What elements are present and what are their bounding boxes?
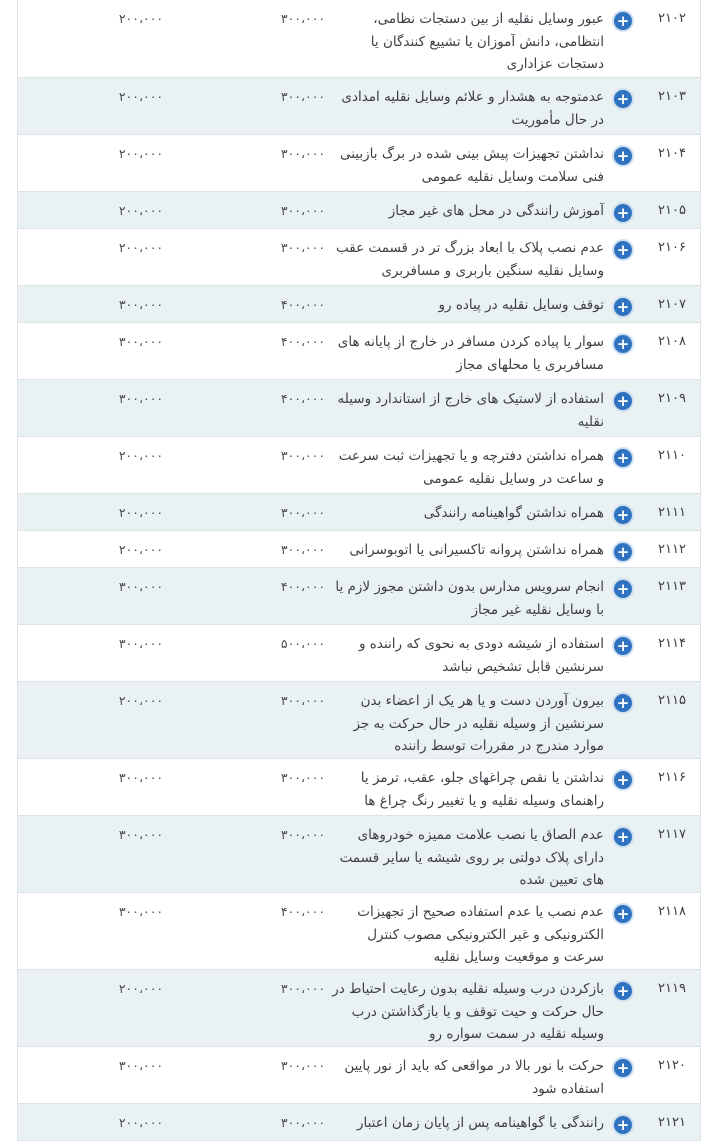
violation-code: ۲۱۰۲: [658, 11, 686, 26]
fine-amount-max: ۳۰۰،۰۰۰: [280, 542, 326, 557]
violation-description: همراه نداشتن دفترچه و یا تجهیزات ثبت سرعت و ساعت در وسایل نقلیه عمومی: [338, 448, 604, 487]
violation-description: توقف وسایل نقلیه در پیاده رو: [438, 297, 604, 313]
fine-amount-min: ۳۰۰،۰۰۰: [118, 770, 164, 785]
table-row: [18, 229, 700, 286]
fine-amount-max: ۳۰۰،۰۰۰: [280, 146, 326, 161]
table-row: [18, 78, 700, 135]
violation-code: ۲۱۱۰: [658, 448, 686, 463]
violation-description: عدم نصب پلاک با ابعاد بزرگ تر در قسمت عقب وسایل نقلیه سنگین باربری و مسافربری: [336, 240, 604, 279]
fine-amount-min: ۲۰۰،۰۰۰: [118, 146, 164, 161]
expand-plus-icon[interactable]: +: [612, 769, 634, 791]
fine-amount-max: ۳۰۰،۰۰۰: [280, 1058, 326, 1073]
violation-description: عبور وسایل نقلیه از بین دستجات نظامی، انتظامی، دانش آموزان یا تشییع کنندگان یا دستجات عزاداری: [370, 11, 604, 72]
violation-code: ۲۱۱۵: [658, 693, 686, 708]
violation-description: عدم نصب یا عدم استفاده صحیح از تجهیزات الکترونیکی و غیر الکترونیکی مصوب کنترل سرعت و موقعیت وسایل نقلیه: [357, 904, 604, 965]
violation-code: ۲۱۰۶: [658, 240, 686, 255]
expand-plus-icon[interactable]: +: [612, 980, 634, 1002]
fine-amount-max: ۳۰۰،۰۰۰: [280, 11, 326, 26]
fine-amount-min: ۳۰۰،۰۰۰: [118, 334, 164, 349]
expand-plus-icon[interactable]: +: [612, 826, 634, 848]
table-row: [18, 192, 700, 229]
fine-amount-min: ۳۰۰،۰۰۰: [118, 904, 164, 919]
table-row: [18, 531, 700, 568]
table-row: [18, 286, 700, 323]
expand-plus-icon[interactable]: +: [612, 635, 634, 657]
table-row: [18, 1104, 700, 1141]
fine-amount-max: ۴۰۰،۰۰۰: [280, 297, 326, 312]
expand-plus-icon[interactable]: +: [612, 10, 634, 32]
expand-plus-icon[interactable]: +: [612, 541, 634, 563]
fine-amount-min: ۳۰۰،۰۰۰: [118, 579, 164, 594]
table-row: [18, 682, 700, 759]
expand-plus-icon[interactable]: +: [612, 333, 634, 355]
violation-description: حرکت با نور بالا در مواقعی که باید از نور پایین استفاده شود: [344, 1058, 604, 1097]
expand-plus-icon[interactable]: +: [612, 903, 634, 925]
fine-amount-min: ۲۰۰،۰۰۰: [118, 203, 164, 218]
expand-plus-icon[interactable]: +: [612, 578, 634, 600]
expand-plus-icon[interactable]: +: [612, 504, 634, 526]
violation-code: ۲۱۱۸: [658, 904, 686, 919]
table-row: [18, 437, 700, 494]
violation-description: رانندگی با گواهینامه پس از پایان زمان اعتبار: [356, 1115, 604, 1131]
violation-code: ۲۱۰۴: [658, 146, 686, 161]
table-row: [18, 494, 700, 531]
expand-plus-icon[interactable]: +: [612, 88, 634, 110]
table-row: [18, 625, 700, 682]
violation-code: ۲۱۱۹: [658, 981, 686, 996]
expand-plus-icon[interactable]: +: [612, 296, 634, 318]
fine-amount-min: ۲۰۰،۰۰۰: [118, 542, 164, 557]
violation-description: انجام سرویس مدارس بدون داشتن مجوز لازم یا با وسایل نقلیه غیر مجاز: [335, 579, 604, 618]
violation-description: نداشتن تجهیزات پیش بینی شده در برگ بازبینی فنی سلامت وسایل نقلیه عمومی: [339, 146, 604, 185]
fine-amount-min: ۲۰۰،۰۰۰: [118, 448, 164, 463]
fine-amount-max: ۴۰۰،۰۰۰: [280, 334, 326, 349]
fine-amount-max: ۳۰۰،۰۰۰: [280, 240, 326, 255]
table-row: [18, 0, 700, 78]
violation-code: ۲۱۱۶: [658, 770, 686, 785]
fine-amount-min: ۳۰۰،۰۰۰: [118, 827, 164, 842]
violation-description: عدم الصاق یا نصب علامت ممیزه خودروهای دارای پلاک دولتی بر روی شیشه یا سایر قسمت های تعیین شده: [339, 827, 604, 888]
violation-code: ۲۱۰۷: [658, 297, 686, 312]
fine-amount-max: ۳۰۰،۰۰۰: [280, 981, 326, 996]
table-row: [18, 816, 700, 893]
violation-code: ۲۱۱۳: [658, 579, 686, 594]
violation-description: بازکردن درب وسیله نقلیه بدون رعایت احتیاط در حال حرکت و حیت توقف و یا بازگذاشتن درب وسیله نقلیه در سمت سواره رو: [332, 981, 604, 1042]
fine-amount-max: ۳۰۰،۰۰۰: [280, 89, 326, 104]
violation-code: ۲۱۱۱: [658, 505, 686, 520]
expand-plus-icon[interactable]: +: [612, 447, 634, 469]
table-row: [18, 568, 700, 625]
fines-table: [17, 0, 701, 1141]
fine-amount-max: ۳۰۰،۰۰۰: [280, 827, 326, 842]
table-row: [18, 1047, 700, 1104]
violation-description: آموزش رانندگی در محل های غیر مجاز: [388, 203, 604, 219]
table-row: [18, 893, 700, 970]
table-row: [18, 135, 700, 192]
violation-description: نداشتن یا نقص چراغهای جلو، عقب، ترمز یا راهنمای وسیله نقلیه و یا تغییر رنگ چراغ ها: [360, 770, 604, 809]
fine-amount-max: ۴۰۰،۰۰۰: [280, 904, 326, 919]
expand-plus-icon[interactable]: +: [612, 390, 634, 412]
expand-plus-icon[interactable]: +: [612, 1114, 634, 1136]
violation-code: ۲۱۱۲: [658, 542, 686, 557]
fine-amount-max: ۳۰۰،۰۰۰: [280, 448, 326, 463]
violation-code: ۲۱۱۴: [658, 636, 686, 651]
violation-code: ۲۱۰۳: [658, 89, 686, 104]
expand-plus-icon[interactable]: +: [612, 202, 634, 224]
violation-description: استفاده از شیشه دودی به نحوی که راننده و سرنشین قابل تشخیص نباشد: [359, 636, 604, 675]
fine-amount-min: ۲۰۰،۰۰۰: [118, 505, 164, 520]
fine-amount-max: ۴۰۰،۰۰۰: [280, 391, 326, 406]
violation-code: ۲۱۰۹: [658, 391, 686, 406]
violation-description: بیرون آوردن دست و یا هر یک از اعضاء بدن سرنشین از وسیله نقلیه در حال حرکت به جز موارد مندرج در مقررات توسط راننده: [353, 693, 604, 754]
expand-plus-icon[interactable]: +: [612, 1057, 634, 1079]
violation-description: استفاده از لاستیک های خارج از استاندارد وسیله نقلیه: [337, 391, 604, 430]
violation-code: ۲۱۱۷: [658, 827, 686, 842]
table-row: [18, 970, 700, 1047]
expand-plus-icon[interactable]: +: [612, 239, 634, 261]
table-row: [18, 759, 700, 816]
fine-amount-max: ۳۰۰،۰۰۰: [280, 693, 326, 708]
fine-amount-max: ۵۰۰،۰۰۰: [280, 636, 326, 651]
fine-amount-min: ۳۰۰،۰۰۰: [118, 1058, 164, 1073]
fine-amount-min: ۳۰۰،۰۰۰: [118, 391, 164, 406]
fine-amount-max: ۳۰۰،۰۰۰: [280, 203, 326, 218]
fine-amount-max: ۳۰۰،۰۰۰: [280, 505, 326, 520]
violation-code: ۲۱۰۵: [658, 203, 686, 218]
violation-description: همراه نداشتن پروانه تاکسیرانی یا اتوبوسرانی: [349, 542, 604, 558]
fine-amount-max: ۳۰۰،۰۰۰: [280, 770, 326, 785]
table-row: [18, 323, 700, 380]
violation-description: همراه نداشتن گواهینامه رانندگی: [423, 505, 604, 521]
fine-amount-min: ۲۰۰،۰۰۰: [118, 89, 164, 104]
expand-plus-icon[interactable]: +: [612, 145, 634, 167]
fine-amount-min: ۳۰۰،۰۰۰: [118, 636, 164, 651]
fine-amount-max: ۴۰۰،۰۰۰: [280, 579, 326, 594]
fine-amount-min: ۲۰۰،۰۰۰: [118, 11, 164, 26]
fine-amount-min: ۲۰۰،۰۰۰: [118, 1115, 164, 1130]
fine-amount-min: ۳۰۰،۰۰۰: [118, 297, 164, 312]
violation-description: عدمتوجه به هشدار و علائم وسایل نقلیه امدادی در حال مأموریت: [341, 89, 604, 128]
violation-description: سوار یا پیاده کردن مسافر در خارج از پایانه های مسافربری یا محلهای مجاز: [337, 334, 604, 373]
fine-amount-min: ۲۰۰،۰۰۰: [118, 981, 164, 996]
violation-code: ۲۱۲۰: [658, 1058, 686, 1073]
expand-plus-icon[interactable]: +: [612, 692, 634, 714]
fine-amount-min: ۲۰۰،۰۰۰: [118, 693, 164, 708]
violation-code: ۲۱۲۱: [658, 1115, 686, 1130]
violation-code: ۲۱۰۸: [658, 334, 686, 349]
fine-amount-min: ۲۰۰،۰۰۰: [118, 240, 164, 255]
fine-amount-max: ۳۰۰،۰۰۰: [280, 1115, 326, 1130]
table-row: [18, 380, 700, 437]
